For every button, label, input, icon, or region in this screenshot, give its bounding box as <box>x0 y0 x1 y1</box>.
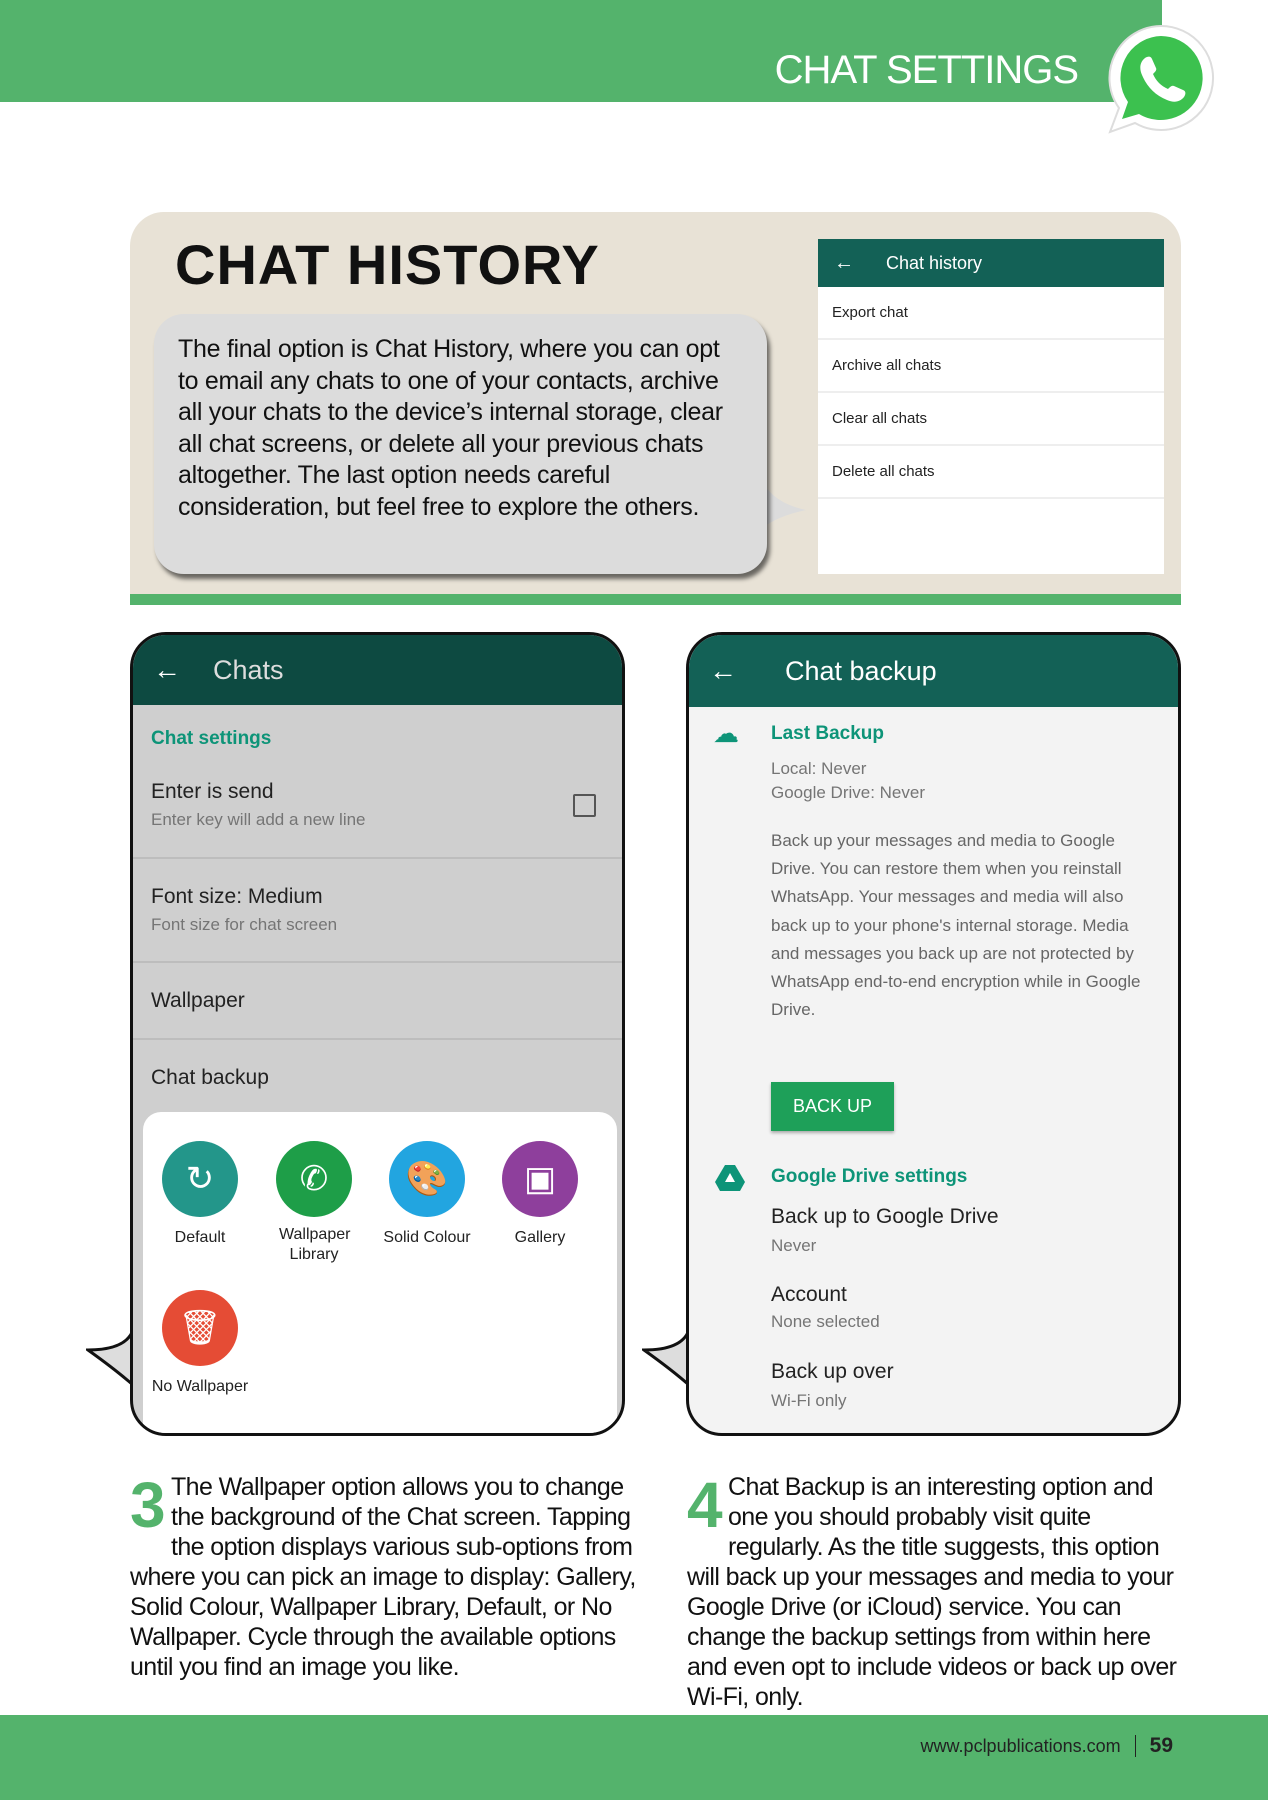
footer <box>921 1734 1173 1758</box>
screen-title: Chat backup <box>785 655 937 686</box>
option-label: Wallpaper Library <box>279 1226 351 1263</box>
backup-to-drive-value: Never <box>771 1236 817 1255</box>
menu-item-clear-all[interactable]: Clear all chats <box>818 393 1164 446</box>
back-up-button[interactable]: BACK UP <box>771 1082 894 1131</box>
option-label: Gallery <box>514 1229 566 1246</box>
backup-over-title[interactable]: Back up over <box>771 1360 894 1383</box>
divider <box>133 1038 622 1040</box>
menu-item-archive-all[interactable]: Archive all chats <box>818 340 1164 393</box>
chat-backup-item[interactable]: Chat backup <box>151 1066 269 1089</box>
speech-tail-icon <box>86 1330 136 1390</box>
wallpaper-option-solid-colour[interactable] <box>372 1141 482 1247</box>
screen-title: Chat history <box>886 252 983 273</box>
backup-description: Back up your messages and media to Google Drive. You can restore them when you reinstall WhatsApp. Your messages and media will also back up to your phone's internal storage. Media and messages you back up are not protected by WhatsApp end-to-end encryption while in Google Drive. <box>771 831 1141 1020</box>
wallpaper-option-gallery[interactable] <box>485 1141 595 1247</box>
back-arrow-icon[interactable]: ← <box>153 654 181 685</box>
section-label: Chat settings <box>151 728 272 749</box>
backup-over-value: Wi-Fi only <box>771 1391 847 1410</box>
chats-settings-screen <box>130 632 625 1436</box>
gdrive-backup-status: Google Drive: Never <box>771 783 926 802</box>
wallpaper-option-none[interactable] <box>145 1290 255 1396</box>
chat-history-heading: CHAT HISTORY <box>175 233 600 296</box>
page-number: 59 <box>1149 1734 1173 1757</box>
reset-icon: ↻ <box>162 1141 238 1217</box>
screen-title: Chats <box>213 654 284 685</box>
back-arrow-icon[interactable]: ← <box>834 251 854 274</box>
enter-is-send-title[interactable]: Enter is send <box>151 780 274 803</box>
option-label: Default <box>174 1229 226 1246</box>
font-size-title[interactable]: Font size: Medium <box>151 885 323 908</box>
chat-history-header <box>818 239 1164 287</box>
back-arrow-icon[interactable]: ← <box>709 655 737 686</box>
divider <box>133 961 622 963</box>
local-backup-status: Local: Never <box>771 759 867 778</box>
trash-icon: 🗑 <box>162 1290 238 1366</box>
cloud-upload-icon: ☁ <box>713 718 739 748</box>
last-backup-heading: Last Backup <box>771 723 884 744</box>
chat-history-description: The final option is Chat History, where you can opt to email any chats to one of your contacts, archive all your chats to the device’s internal storage, clear all chat screens, or delete all your previous chats altogether. The last option needs careful consideration, but feel free to explore the others. <box>154 314 767 574</box>
chat-backup-header <box>689 635 1178 707</box>
step-4-text-block <box>687 1469 1187 1712</box>
enter-is-send-checkbox[interactable] <box>573 794 596 817</box>
whatsapp-logo-icon <box>1100 20 1222 142</box>
wallpaper-option-library[interactable] <box>259 1141 369 1265</box>
chats-header <box>133 635 622 705</box>
account-value: None selected <box>771 1312 880 1331</box>
step-number: 4 <box>687 1469 722 1541</box>
wallpaper-item[interactable]: Wallpaper <box>151 989 245 1012</box>
publisher-url: www.pclpublications.com <box>920 1735 1121 1756</box>
divider <box>130 594 1181 605</box>
drive-settings-heading: Google Drive settings <box>771 1166 968 1187</box>
chat-backup-screen <box>686 632 1181 1436</box>
step-number: 3 <box>130 1469 165 1541</box>
account-title[interactable]: Account <box>771 1283 847 1306</box>
divider <box>1135 1735 1136 1757</box>
step-text: The Wallpaper option allows you to change the background of the Chat screen. Tapping the option displays various sub-options from where you can pick an image to display: Gallery, Solid Colour, Wallpaper Library, Default, or No Wallpaper. Cycle through the available options until you find an image you like. <box>130 1473 636 1681</box>
image-icon: ▣ <box>502 1141 578 1217</box>
google-drive-icon <box>715 1165 745 1191</box>
option-label: Solid Colour <box>383 1229 471 1246</box>
step-text: Chat Backup is an interesting option and one you should probably visit quite regularly. As the title suggests, this option will back up your messages and media to your Google Drive (or iCloud) service. You can change the backup settings from within here and even opt to include videos or back up over Wi-Fi, only. <box>687 1473 1177 1711</box>
whatsapp-icon: ✆ <box>276 1141 352 1217</box>
section-title: CHAT SETTINGS <box>774 48 1078 92</box>
menu-item-export-chat[interactable]: Export chat <box>818 287 1164 340</box>
divider <box>133 857 622 859</box>
chat-history-panel <box>130 212 1181 605</box>
speech-tail-icon <box>642 1330 692 1390</box>
menu-item-delete-all[interactable]: Delete all chats <box>818 446 1164 499</box>
wallpaper-options-sheet <box>143 1112 617 1436</box>
enter-is-send-subtitle: Enter key will add a new line <box>151 810 366 829</box>
chat-history-screen <box>818 239 1164 574</box>
backup-to-drive-title[interactable]: Back up to Google Drive <box>771 1205 999 1228</box>
option-label: No Wallpaper <box>151 1378 249 1395</box>
step-3-text-block <box>130 1469 640 1682</box>
palette-icon: 🎨 <box>389 1141 465 1217</box>
font-size-subtitle: Font size for chat screen <box>151 915 338 934</box>
wallpaper-option-default[interactable] <box>145 1141 255 1247</box>
